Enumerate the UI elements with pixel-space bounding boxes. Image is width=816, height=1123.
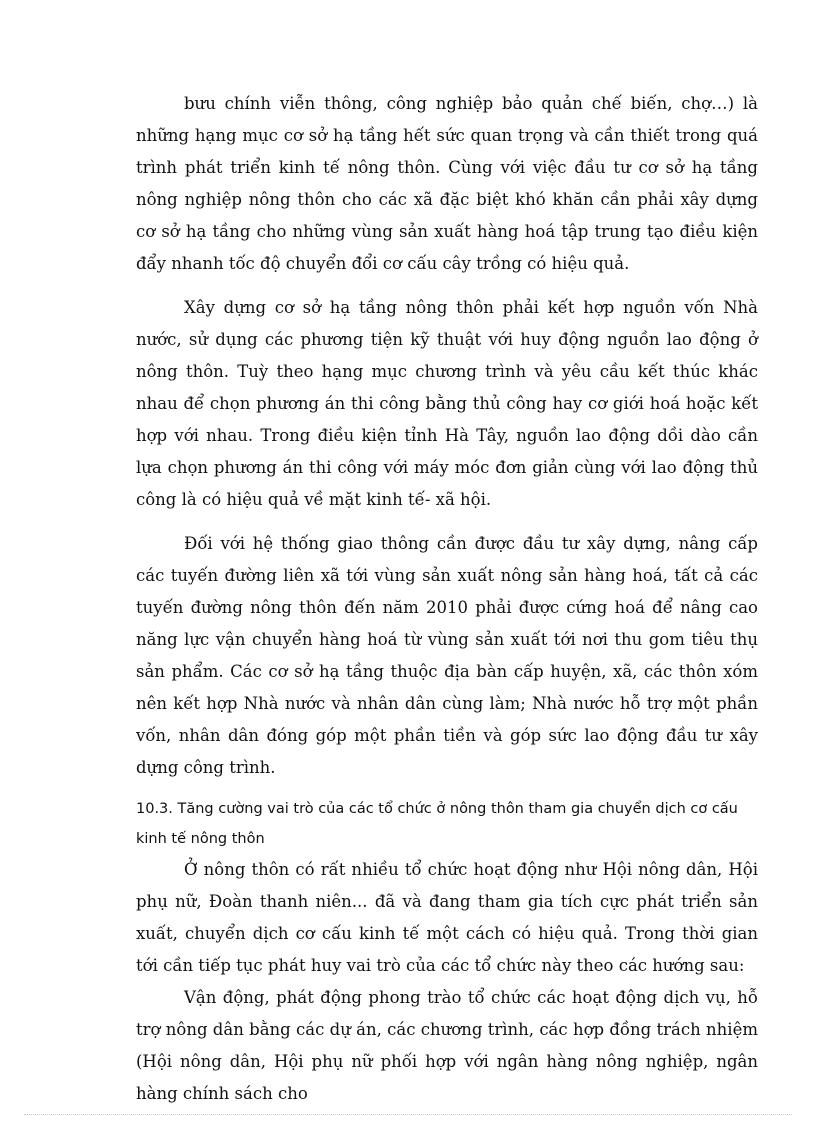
paragraph-transport-system: Đối với hệ thống giao thông cần được đầu tư xây dựng, nâng cấp các tuyến đường liên xã tới vùng sản xuất nông sản hàng hoá, tất cả các tuyến đường nông thôn đến năm 2010 phải được cứng hoá để nâng cao năng lực vận chuyển hàng hoá từ vùng sản xuất tới nơi thu gom tiêu thụ sản phẩm. Các cơ sở hạ tầng thuộc địa bàn cấp huyện, xã, các thôn xóm nên kết hợp Nhà nước và nhân dân cùng làm; Nhà nước hỗ trợ một phần vốn, nhân dân đóng góp một phần tiền và góp sức lao động đầu tư xây dựng công trình. (136, 534, 758, 777)
paragraph-mobilization: Vận động, phát động phong trào tổ chức các hoạt động dịch vụ, hỗ trợ nông dân bằng các dự án, các chương trình, các hợp đồng trách nhiệm (Hội nông dân, Hội phụ nữ phối hợp với ngân hàng nông nghiệp, ngân hàng chính sách cho (136, 988, 758, 1103)
page-bottom-divider (24, 1114, 792, 1115)
section-heading-10-3: 10.3. Tăng cường vai trò của các tổ chức ở nông thôn tham gia chuyển dịch cơ cấu kinh tế nông thôn (136, 801, 738, 847)
document-body (136, 88, 758, 1110)
paragraph-rural-organizations: Ở nông thôn có rất nhiều tổ chức hoạt động như Hội nông dân, Hội phụ nữ, Đoàn thanh niên... đã và đang tham gia tích cực phát triển sản xuất, chuyển dịch cơ cấu kinh tế một cách có hiệu quả. Trong thời gian tới cần tiếp tục phát huy vai trò của các tổ chức này theo các hướng sau: (136, 860, 758, 975)
paragraph-capital-combination: Xây dựng cơ sở hạ tầng nông thôn phải kết hợp nguồn vốn Nhà nước, sử dụng các phương tiện kỹ thuật với huy động nguồn lao động ở nông thôn. Tuỳ theo hạng mục chương trình và yêu cầu kết thúc khác nhau để chọn phương án thi công bằng thủ công hay cơ giới hoá hoặc kết hợp với nhau. Trong điều kiện tỉnh Hà Tây, nguồn lao động dồi dào cần lựa chọn phương án thi công với máy móc đơn giản cùng với lao động thủ công là có hiệu quả về mặt kinh tế- xã hội. (136, 298, 758, 509)
paragraph-infrastructure-items: bưu chính viễn thông, công nghiệp bảo quản chế biến, chợ…) là những hạng mục cơ sở hạ tầng hết sức quan trọng và cần thiết trong quá trình phát triển kinh tế nông thôn. Cùng với việc đầu tư cơ sở hạ tầng nông nghiệp nông thôn cho các xã đặc biệt khó khăn cần phải xây dựng cơ sở hạ tầng cho những vùng sản xuất hàng hoá tập trung tạo điều kiện đẩy nhanh tốc độ chuyển đổi cơ cấu cây trồng có hiệu quả. (136, 94, 758, 273)
